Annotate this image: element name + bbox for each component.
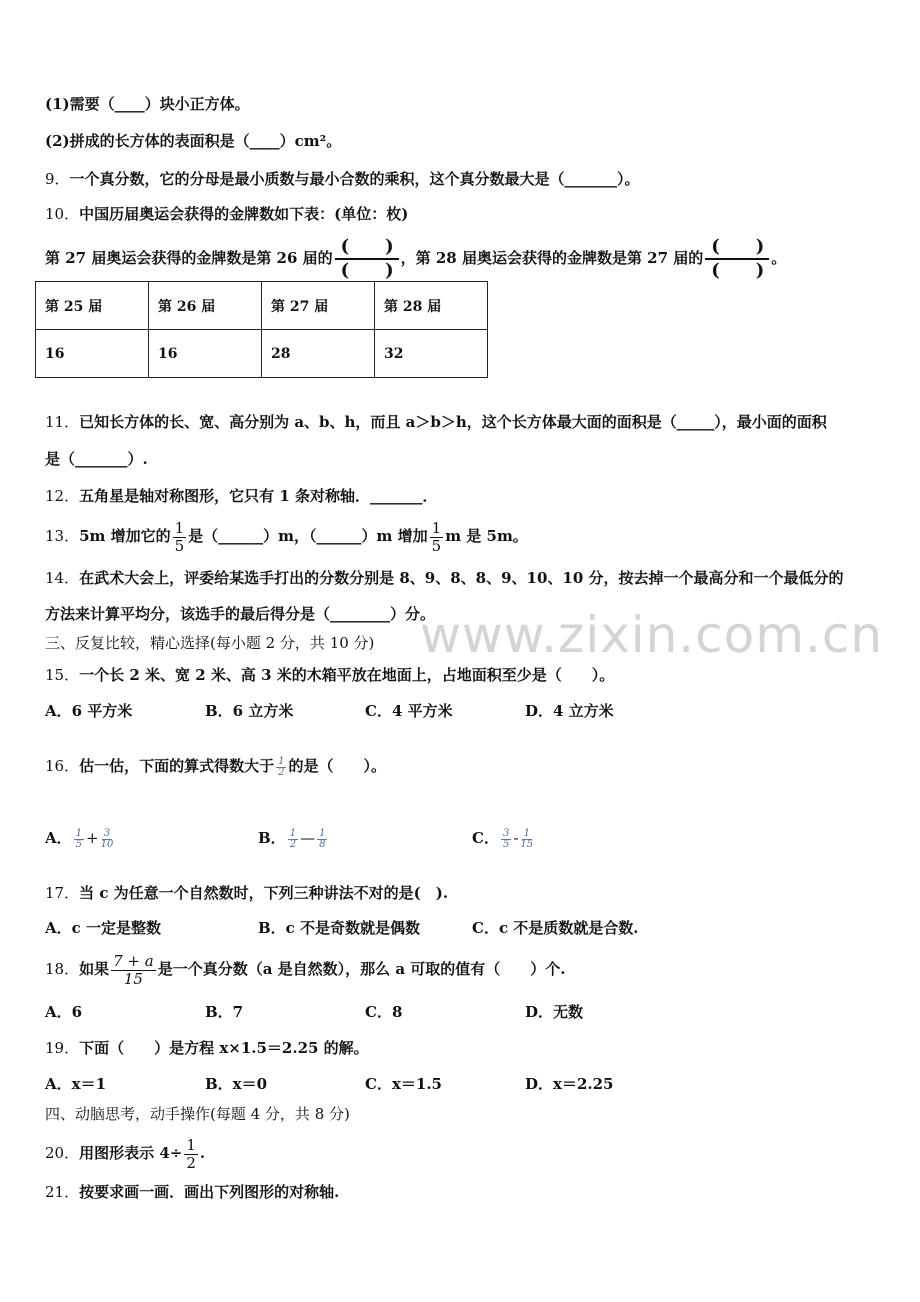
text: m 是 5m。	[445, 527, 528, 545]
question-12	[45, 486, 437, 506]
numerator: 3	[502, 827, 510, 839]
operator: —	[300, 829, 316, 847]
q-number: 18．	[45, 960, 80, 978]
denominator: 5	[431, 536, 442, 555]
option-b[interactable]: B．x＝0	[205, 1075, 268, 1093]
table-header: 第 25 届	[36, 282, 149, 330]
q-number: 10．	[45, 205, 80, 223]
operator: +	[86, 829, 99, 847]
fraction	[184, 1137, 198, 1172]
q-text: 中国历届奥运会获得的金牌数如下表：(单位：枚)	[79, 205, 409, 223]
denominator: 2	[289, 838, 297, 850]
option-label: B．	[258, 829, 286, 847]
denominator: 15	[123, 969, 143, 988]
numerator: 3	[103, 827, 111, 839]
q8-part1: (1)需要（____）块小正方体。	[45, 95, 250, 113]
q-number: 17．	[45, 884, 80, 902]
q-text: 已知长方体的长、宽、高分别为 a、b、h，而且 a＞b＞h，这个长方体最大面的面积是（_____），最小面的面积	[79, 413, 827, 431]
denominator: 2	[186, 1153, 196, 1172]
numerator: ( )	[705, 236, 769, 260]
text: 5m 增加它的	[79, 527, 171, 545]
fraction	[520, 829, 533, 850]
text: 估一估，下面的算式得数大于	[79, 757, 275, 775]
text: 用图形表示 4÷	[79, 1144, 183, 1162]
denominator: 5	[75, 838, 83, 850]
question-18	[45, 951, 566, 988]
q-text: 一个真分数，它的分母是最小质数与最小合数的乘积，这个真分数最大是（_______）。	[69, 170, 640, 188]
table-header: 第 28 届	[375, 282, 488, 330]
fraction	[173, 520, 187, 555]
fraction	[501, 829, 511, 850]
q-text: 当 c 为任意一个自然数时，下列三种讲法不对的是( ).	[79, 884, 449, 902]
q-number: 11．	[45, 413, 80, 431]
q-number: 14．	[45, 569, 80, 587]
fraction	[276, 757, 286, 778]
text: 的是（ ）。	[288, 757, 386, 775]
denominator: 5	[502, 838, 510, 850]
option-b[interactable]	[258, 825, 329, 851]
table-cell: 28	[262, 330, 375, 378]
fraction	[317, 829, 327, 850]
q-text: 五角星是轴对称图形，它只有 1 条对称轴．_______．	[79, 487, 438, 505]
numerator: 1	[186, 1135, 196, 1154]
q-text: 一个长 2 米、宽 2 米、高 3 米的木箱平放在地面上，占地面积至少是（ ）。	[79, 666, 615, 684]
gold-medal-table	[35, 281, 488, 378]
text: 是一个真分数（a 是自然数），那么 a 可取的值有（ ）个.	[157, 960, 566, 978]
option-d[interactable]: D．x＝2.25	[525, 1075, 614, 1093]
numerator: ( )	[335, 236, 399, 260]
fraction-blank[interactable]	[705, 236, 769, 282]
numerator: 1	[278, 755, 285, 767]
option-label: C．	[472, 829, 499, 847]
denominator: ( )	[340, 260, 394, 281]
option-a[interactable]: A．6 平方米	[45, 702, 133, 720]
q-text: 下面（ ）是方程 x×1.5＝2.25 的解。	[79, 1039, 369, 1057]
question-16	[45, 753, 386, 779]
denominator: ( )	[711, 260, 765, 281]
option-c[interactable]: C．x＝1.5	[365, 1075, 442, 1093]
q8-part2: (2)拼成的长方体的表面积是（____）cm²。	[45, 132, 342, 150]
question-9	[45, 169, 640, 189]
section-3-heading: 三、反复比较，精心选择(每小题 2 分，共 10 分)	[45, 634, 375, 652]
question-10	[45, 204, 408, 224]
question-21	[45, 1182, 339, 1202]
numerator: 1	[174, 518, 185, 537]
fraction	[430, 520, 444, 555]
numerator: 7 + a	[113, 951, 154, 970]
table-header: 第 26 届	[149, 282, 262, 330]
text: .	[199, 1144, 206, 1162]
fraction	[74, 829, 84, 850]
option-a[interactable]	[45, 825, 115, 851]
question-13	[45, 518, 528, 555]
denominator: 8	[319, 838, 326, 850]
q-number: 21．	[45, 1183, 80, 1201]
numerator: 1	[431, 518, 442, 537]
numerator: 1	[319, 827, 326, 839]
question-15	[45, 665, 614, 685]
question-11	[45, 412, 827, 432]
denominator: 15	[520, 838, 534, 850]
option-b[interactable]: B．c 不是奇数就是偶数	[258, 919, 421, 937]
q-text: 按要求画一画．画出下列图形的对称轴.	[79, 1183, 340, 1201]
table-cell: 16	[36, 330, 149, 378]
table-header: 第 27 届	[262, 282, 375, 330]
question-17	[45, 883, 448, 903]
table-row	[36, 330, 488, 378]
denominator: 2	[278, 766, 285, 778]
table-row	[36, 282, 488, 330]
text: ，第 28 届奥运会获得的金牌数是第 27 届的	[400, 249, 704, 267]
denominator: 10	[100, 838, 114, 850]
fraction-blank[interactable]	[335, 236, 399, 282]
question-19	[45, 1038, 369, 1058]
question-14	[45, 568, 843, 588]
option-c[interactable]: C．8	[365, 1003, 403, 1021]
option-label: A．	[45, 829, 72, 847]
q-text: 在武术大会上，评委给某选手打出的分数分别是 8、9、8、8、9、10、10 分，按去掉一个最高分和一个最低分的	[79, 569, 844, 587]
option-d[interactable]: D．无数	[525, 1003, 584, 1021]
option-d[interactable]: D．4 立方米	[525, 702, 614, 720]
text: 第 27 届奥运会获得的金牌数是第 26 届的	[45, 249, 333, 267]
option-c[interactable]	[472, 825, 535, 851]
q14-line2: 方法来计算平均分，该选手的最后得分是（________）分。	[45, 605, 436, 623]
table-cell: 16	[149, 330, 262, 378]
q-number: 15．	[45, 666, 80, 684]
numerator: 1	[289, 827, 297, 839]
q10-sentence	[45, 236, 786, 282]
q-number: 12．	[45, 487, 80, 505]
question-20	[45, 1135, 205, 1172]
q-number: 9．	[45, 170, 70, 188]
fraction	[101, 829, 114, 850]
text: 如果	[79, 960, 110, 978]
operator: -	[513, 829, 519, 847]
option-b[interactable]: B．7	[205, 1003, 244, 1021]
section-4-heading: 四、动脑思考，动手操作(每题 4 分，共 8 分)	[45, 1105, 350, 1123]
option-b[interactable]: B．6 立方米	[205, 702, 294, 720]
text: 。	[771, 249, 787, 267]
option-a[interactable]: A．x＝1	[45, 1075, 107, 1093]
q-number: 13．	[45, 527, 80, 545]
q-number: 20．	[45, 1144, 80, 1162]
q11-line2: 是（_______）.	[45, 450, 148, 468]
fraction	[111, 953, 156, 988]
option-c[interactable]: C．4 平方米	[365, 702, 453, 720]
denominator: 5	[174, 536, 185, 555]
q-number: 19．	[45, 1039, 80, 1057]
numerator: 1	[523, 827, 530, 839]
watermark: www.zixin.com.cn	[420, 606, 884, 664]
numerator: 1	[75, 827, 83, 839]
text: 是（______）m，（______）m 增加	[188, 527, 428, 545]
q-number: 16．	[45, 757, 80, 775]
option-a[interactable]: A．c 一定是整数	[45, 919, 161, 937]
option-c[interactable]: C．c 不是质数就是合数.	[472, 919, 639, 937]
table-cell: 32	[375, 330, 488, 378]
option-a[interactable]: A．6	[45, 1003, 83, 1021]
fraction	[288, 829, 298, 850]
